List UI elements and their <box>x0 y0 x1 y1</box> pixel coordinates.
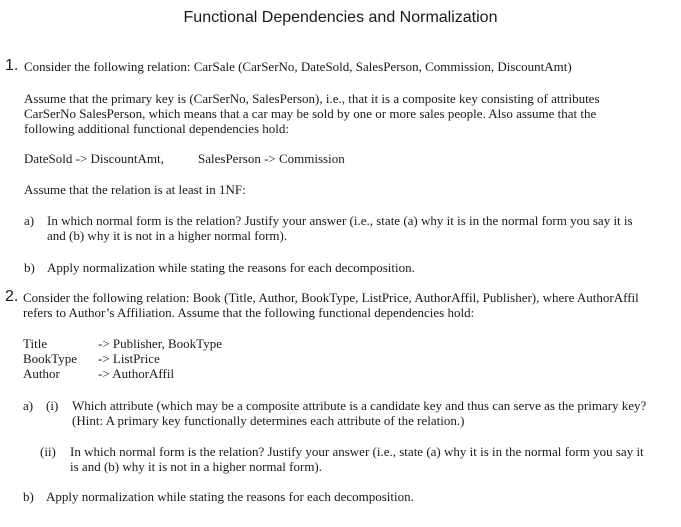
q1-intro: Consider the following relation: CarSale (CarSerNo, DateSold, SalesPerson, Commission, DiscountAmt) <box>24 59 572 74</box>
page-title: Functional Dependencies and Normalization <box>183 9 498 26</box>
q2-fd-3-rhs: -> AuthorAffil <box>98 366 175 381</box>
q2-b-label: b) <box>23 489 34 504</box>
q2-a-label: a) <box>23 398 34 413</box>
q1-para-line-1: Assume that the primary key is (CarSerNo, SalesPerson), i.e., that it is a composite key consisting of attributes <box>24 91 600 106</box>
q2-ii-label: (ii) <box>40 444 56 459</box>
q1-a-line-2: and (b) why it is not in a higher normal form). <box>47 228 288 243</box>
q1-para-line-2: CarSerNo SalesPerson, which means that a car may be sold by one or more sales people. Also assume that the <box>24 106 597 121</box>
q1-assume: Assume that the relation is at least in 1NF: <box>24 182 246 197</box>
q1-a-line-1: In which normal form is the relation? Justify your answer (i.e., state (a) why it is in the normal form you say it is <box>47 213 633 228</box>
q2-fd-1-rhs: -> Publisher, BookType <box>98 336 222 351</box>
q2-fd-3-lhs: Author <box>23 366 60 381</box>
q2-ii-line-1: In which normal form is the relation? Justify your answer (i.e., state (a) why it is in the normal form you say it <box>70 444 644 459</box>
q1-b-text: Apply normalization while stating the reasons for each decomposition. <box>47 260 415 275</box>
q2-fd-1-lhs: Title <box>23 336 48 351</box>
q1-fd-1: DateSold -> DiscountAmt, <box>24 151 164 166</box>
q1-fd-2: SalesPerson -> Commission <box>198 151 345 166</box>
q2-i-line-1: Which attribute (which may be a composite attribute is a candidate key and thus can serve as the primary key? <box>72 398 647 413</box>
q1-para-line-3: following additional functional dependencies hold: <box>24 121 289 136</box>
q2-fd-2-lhs: BookType <box>23 351 77 366</box>
q2-number: 2. <box>5 288 19 305</box>
q2-b-text: Apply normalization while stating the reasons for each decomposition. <box>46 489 414 504</box>
q2-fd-2-rhs: -> ListPrice <box>98 351 160 366</box>
q1-a-label: a) <box>24 213 35 228</box>
q1-number: 1. <box>5 57 19 74</box>
q2-i-label: (i) <box>46 398 59 413</box>
q1-b-label: b) <box>24 260 35 275</box>
q2-ii-line-2: is and (b) why it is not in a higher normal form). <box>70 459 323 474</box>
q2-intro-line-2: refers to Author’s Affiliation. Assume that the following functional dependencies hold: <box>23 305 475 320</box>
q2-intro-line-1: Consider the following relation: Book (Title, Author, BookType, ListPrice, AuthorAffil, Publisher), where AuthorAffil <box>23 290 639 305</box>
q2-i-line-2: (Hint: A primary key functionally determines each attribute of the relation.) <box>72 413 465 428</box>
